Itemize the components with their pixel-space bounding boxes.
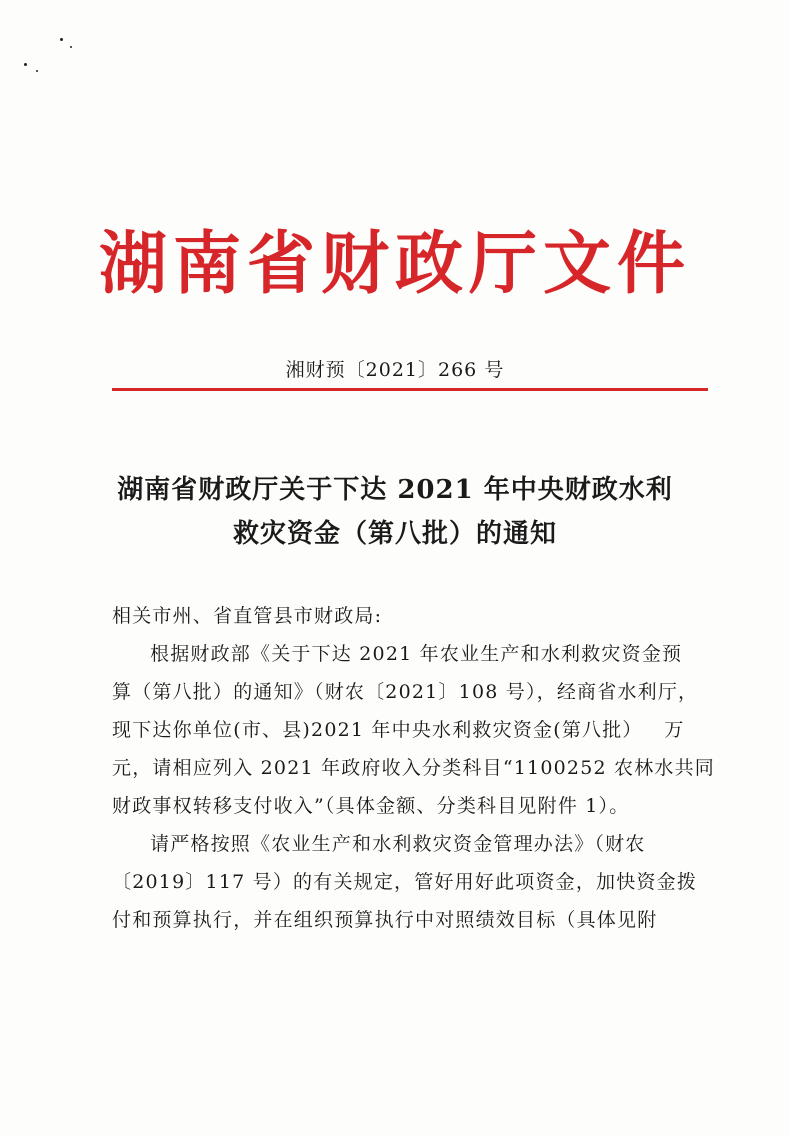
- document-body: [112, 597, 716, 939]
- scan-speck: [36, 70, 38, 72]
- document-number: 湘财预〔2021〕266 号: [285, 359, 505, 381]
- body-line: 请严格按照《农业生产和水利救灾资金管理办法》（财农: [150, 833, 646, 855]
- body-line: 财政事权转移支付收入”（具体金额、分类科目见附件 1）。: [112, 795, 630, 817]
- body-line: 付和预算执行，并在组织预算执行中对照绩效目标（具体见附: [112, 909, 658, 931]
- scan-speck: [70, 46, 72, 48]
- title-line-2: 救灾资金（第八批）的通知: [232, 519, 557, 549]
- salutation: 相关市州、省直管县市财政局:: [112, 605, 383, 627]
- letterhead-title: 湖南省财政厅文件: [98, 225, 691, 304]
- red-divider-line: [112, 388, 708, 391]
- title-line-1: 湖南省财政厅关于下达 2021 年中央财政水利: [117, 475, 673, 505]
- body-line: 元，请相应列入 2021 年政府收入分类科目“1100252 农林水共同: [112, 757, 716, 779]
- body-line: 根据财政部《关于下达 2021 年农业生产和水利救灾资金预: [150, 643, 683, 665]
- scan-speck: [60, 38, 63, 41]
- notice-title: [0, 468, 790, 556]
- body-line: 算（第八批）的通知》（财农〔2021〕108 号），经商省水利厅，: [112, 681, 699, 703]
- paragraph-1: [112, 635, 716, 825]
- scan-speck: [24, 63, 27, 66]
- body-line: 〔2019〕117 号）的有关规定，管好用好此项资金，加快资金拨: [112, 871, 698, 893]
- paragraph-2: [112, 825, 712, 939]
- body-line: 现下达你单位(市、县)2021 年中央水利救灾资金(第八批） 万: [112, 719, 685, 741]
